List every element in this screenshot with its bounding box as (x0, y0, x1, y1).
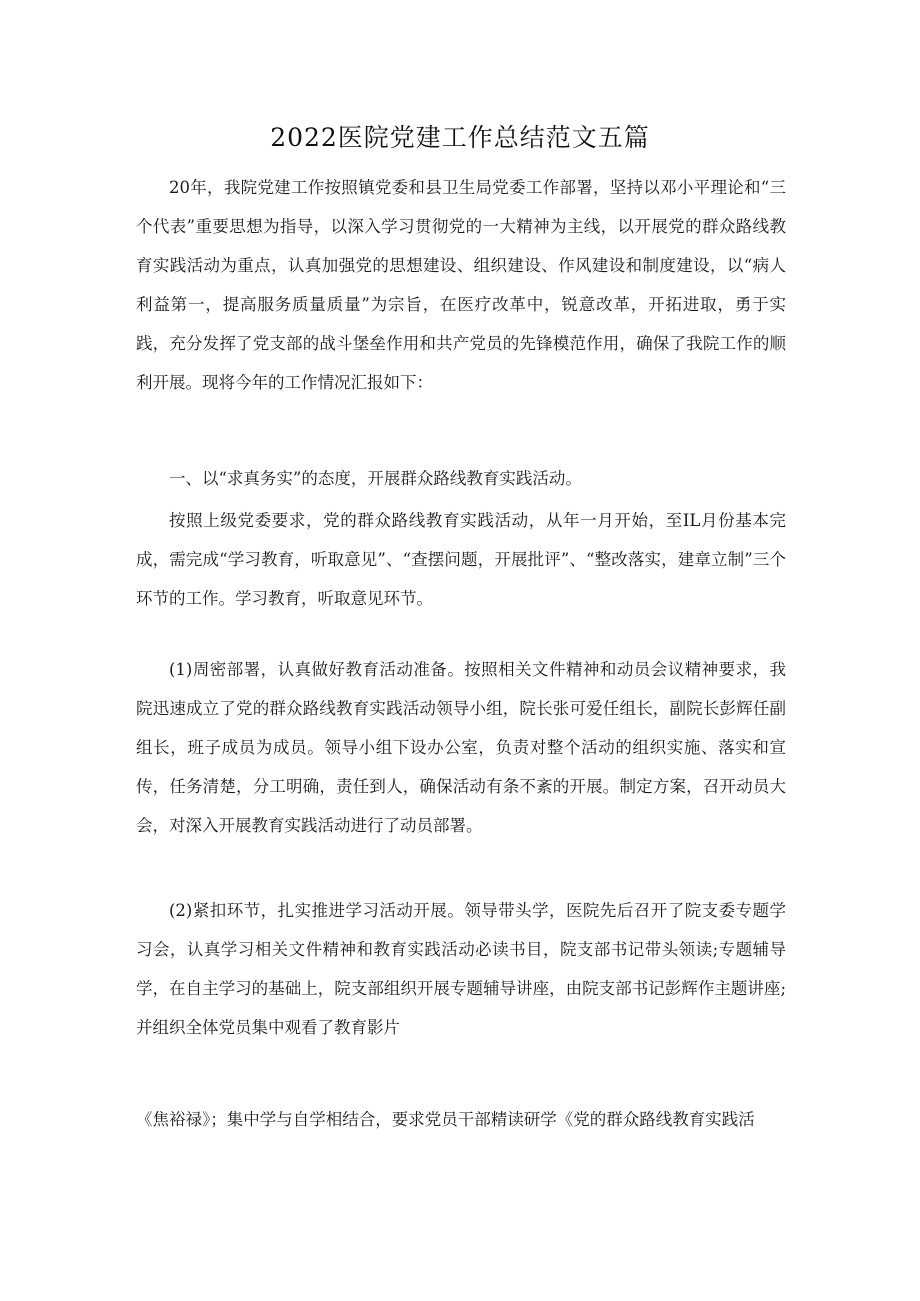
paragraph-item-1: (1)周密部署，认真做好教育活动准备。按照相关文件精神和动员会议精神要求，我院迅速成立了党的群众路线教育实践活动领导小组，院长张可爱任组长，副院长彭辉任副组长，班子成员为成员。领导小组下设办公室，负责对整个活动的组织实施、落实和宣传，任务清楚，分工明确，责任到人，确保活动有条不紊的开展。制定方案，召开动员大会，对深入开展教育实践活动进行了动员部署。 (136, 660, 786, 835)
document-title: 2022医院党建工作总结范文五篇 (270, 123, 650, 152)
paragraph-item-2: (2)紧扣环节，扎实推进学习活动开展。领导带头学，医院先后召开了院支委专题学习会，认真学习相关文件精神和教育实践活动必读书目，院支部书记带头领读;专题辅导学，在自主学习的基础上，院支部组织开展专题辅导讲座，由院支部书记彭辉作主题讲座;并组织全体党员集中观看了教育影片 (136, 901, 786, 1037)
paragraph-continuation: 《焦裕禄》；集中学与自学相结合，要求党员干部精读研学《党的群众路线教育实践活 (136, 1110, 755, 1129)
paragraph-intro: 20年，我院党建工作按照镇党委和县卫生局党委工作部署，坚持以邓小平理论和“三个代表”重要思想为指导，以深入学习贯彻党的一大精神为主线，以开展党的群众路线教育实践活动为重点，认真加强党的思想建设、组织建设、作风建设和制度建设，以“病人利益第一，提高服务质量质量”为宗旨，在医疗改革中，锐意改革，开拓进取，勇于实践，充分发挥了党支部的战斗堡垒作用和共产党员的先锋模范作用，确保了我院工作的顺利开展。现将今年的工作情况汇报如下： (136, 178, 786, 392)
paragraph-requirements: 按照上级党委要求，党的群众路线教育实践活动，从年一月开始，至IL月份基本完成，需完成“学习教育，听取意见”、“查摆问题，开展批评”、“整改落实，建章立制”三个环节的工作。学习教育，听取意见环节。 (136, 511, 786, 608)
section-heading-1: 一、以“求真务实”的态度，开展群众路线教育实践活动。 (169, 469, 582, 488)
